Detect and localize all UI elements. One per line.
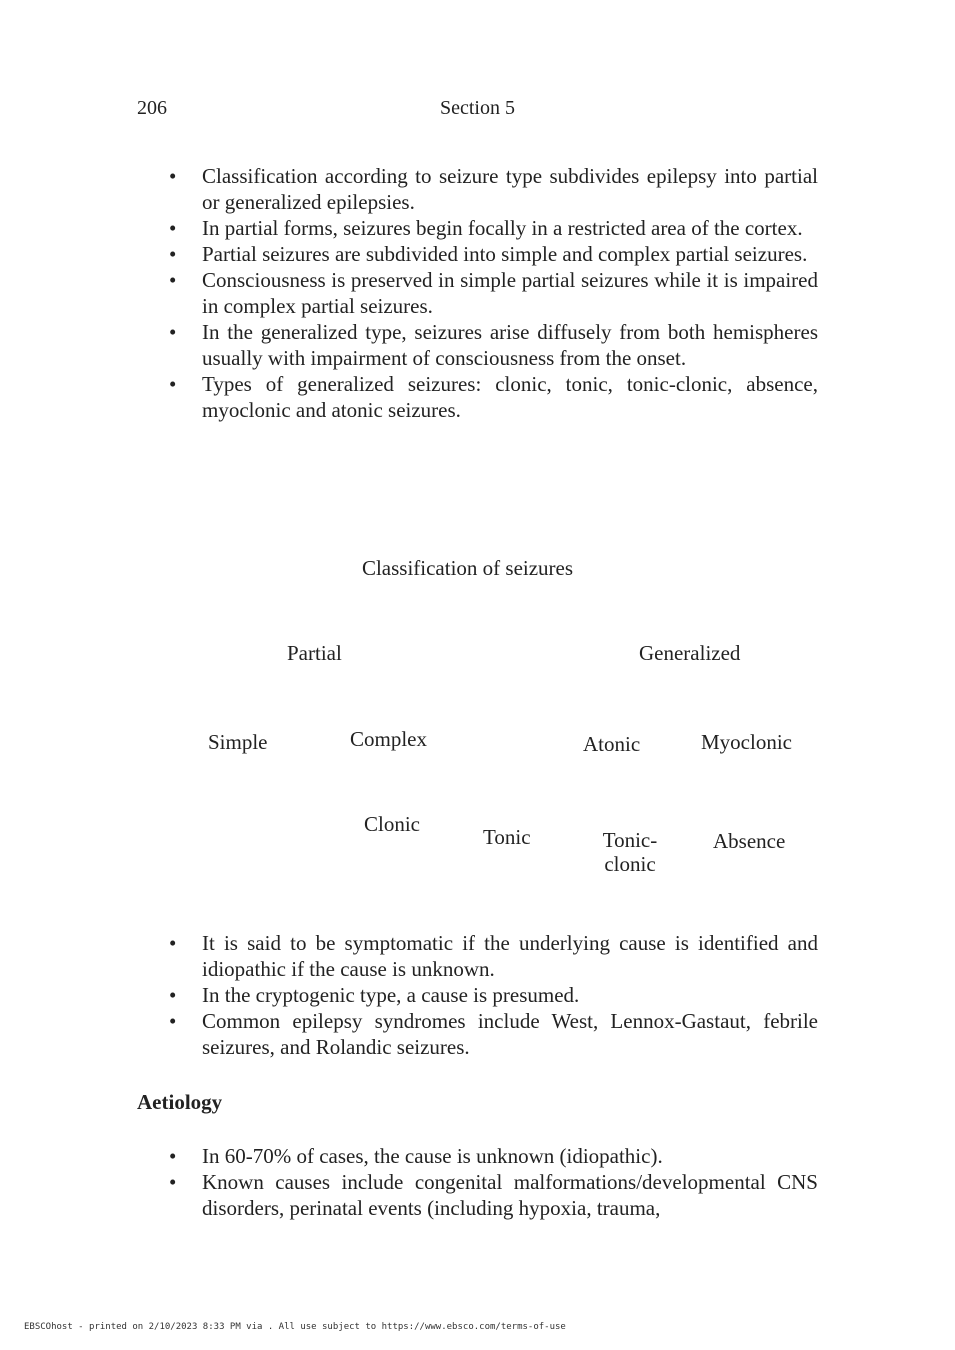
list-item: • Consciousness is preserved in simple partial seizures while it is impaired in complex partial seizures. xyxy=(137,267,818,319)
node-tonic: Tonic xyxy=(483,825,531,849)
section-heading-aetiology: Aetiology xyxy=(137,1090,223,1114)
node-tonic-clonic-line1: Tonic- xyxy=(602,828,658,852)
list-item: • Known causes include congenital malformations/developmental CNS disorders, perinatal events (including hypoxia, trauma, xyxy=(137,1169,818,1221)
list-item: • It is said to be symptomatic if the underlying cause is identified and idiopathic if the cause is unknown. xyxy=(137,930,818,982)
node-atonic: Atonic xyxy=(583,732,641,756)
diagram-title: Classification of seizures xyxy=(361,556,574,580)
bullet-list-classification xyxy=(137,163,818,423)
print-footer: EBSCOhost - printed on 2/10/2023 8:33 PM via . All use subject to https://www.ebsco.com/terms-of-use xyxy=(24,1322,566,1332)
list-item: • In 60-70% of cases, the cause is unknown (idiopathic). xyxy=(137,1143,818,1169)
list-item: • Partial seizures are subdivided into simple and complex partial seizures. xyxy=(137,241,818,267)
node-partial: Partial xyxy=(287,641,342,665)
node-absence: Absence xyxy=(713,829,786,853)
bullet-list-aetiology xyxy=(137,1143,818,1221)
page-number: 206 xyxy=(137,97,167,119)
node-generalized: Generalized xyxy=(639,641,741,665)
node-complex: Complex xyxy=(350,727,427,751)
list-item: • In the cryptogenic type, a cause is presumed. xyxy=(137,982,818,1008)
node-tonic-clonic-line2: clonic xyxy=(604,852,656,876)
list-item: • Classification according to seizure type subdivides epilepsy into partial or generalized epilepsies. xyxy=(137,163,818,215)
node-myoclonic: Myoclonic xyxy=(701,730,792,754)
node-clonic: Clonic xyxy=(364,812,420,836)
list-item: • In partial forms, seizures begin focally in a restricted area of the cortex. xyxy=(137,215,818,241)
list-item: • In the generalized type, seizures arise diffusely from both hemispheres usually with impairment of consciousness from the onset. xyxy=(137,319,818,371)
running-head: Section 5 xyxy=(440,97,515,119)
list-item: • Types of generalized seizures: clonic, tonic, tonic-clonic, absence, myoclonic and atonic seizures. xyxy=(137,371,818,423)
node-tonic-clonic xyxy=(599,828,661,876)
list-item: • Common epilepsy syndromes include West, Lennox-Gastaut, febrile seizures, and Rolandic seizures. xyxy=(137,1008,818,1060)
bullet-list-syndromes xyxy=(137,930,818,1060)
node-simple: Simple xyxy=(208,730,268,754)
